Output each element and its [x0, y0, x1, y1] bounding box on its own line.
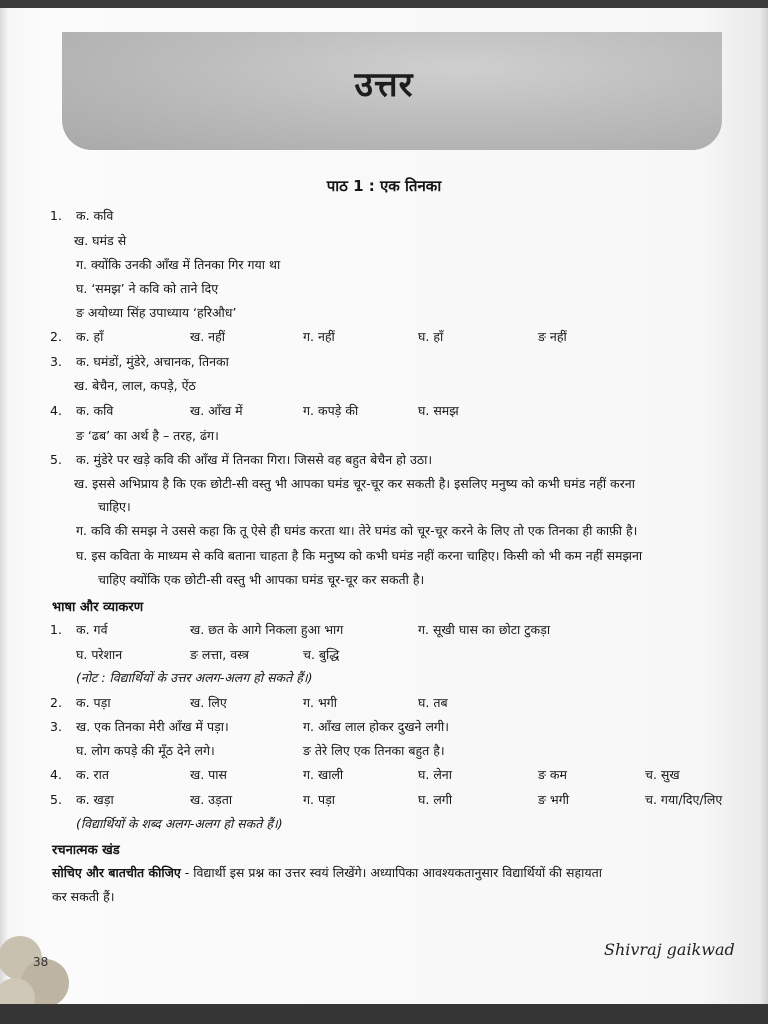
- answer-cell: क. रात: [76, 767, 110, 782]
- answer-line: क. घमंडों, मुंडेरे, अचानक, तिनका: [76, 354, 229, 369]
- scan-top-edge: [0, 0, 768, 8]
- answer-cell: ङ लत्ता, वस्त्र: [190, 647, 249, 662]
- paragraph-line: [52, 864, 602, 882]
- answer-line: ख. बेचैन, लाल, कपड़े, ऐंठ: [74, 378, 196, 393]
- answer-cell: ख. एक तिनका मेरी आँख में पड़ा।: [76, 719, 229, 734]
- section-heading: भाषा और व्याकरण: [52, 600, 144, 615]
- answer-line: घ. इस कविता के माध्यम से कवि बताना चाहता है कि मनुष्य को कभी घमंड नहीं करना चाहिए। किसी को भी कम नहीं समझना: [76, 548, 643, 563]
- note-text: (नोट : विद्यार्थियों के उत्तर अलग-अलग हो सकते हैं।): [76, 670, 313, 685]
- answer-cell: क. खड़ा: [76, 792, 114, 807]
- answer-line: घ. ‘समझ’ ने कवि को ताने दिए: [76, 281, 219, 296]
- answer-cell: ङ तेरे लिए एक तिनका बहुत है।: [303, 743, 445, 758]
- answer-cell: ग. पड़ा: [303, 792, 336, 807]
- question-number: 4.: [50, 767, 62, 782]
- answer-cell: घ. हाँ: [418, 329, 444, 344]
- answer-line: ङ ‘ढब’ का अर्थ है – तरह, ढंग।: [76, 428, 219, 443]
- answer-cell: ख. पास: [190, 767, 227, 782]
- question-number: 1.: [50, 208, 62, 223]
- lesson-title: पाठ 1 : एक तिनका: [326, 177, 442, 195]
- question-number: 4.: [50, 403, 62, 418]
- question-number: 5.: [50, 792, 62, 807]
- answer-cell: घ. लेना: [418, 767, 452, 782]
- answer-line: ङ अयोध्या सिंह उपाध्याय ‘हरिऔध’: [76, 305, 237, 320]
- answer-cell: ख. लिए: [190, 695, 227, 710]
- question-number: 3.: [50, 354, 62, 369]
- answer-cell: क. गर्व: [76, 622, 108, 637]
- answer-line: ख. इससे अभिप्राय है कि एक छोटी-सी वस्तु भी आपका घमंड चूर-चूर कर सकती है। इसलिए मनुष्य को कभी घमंड नहीं करना: [74, 476, 635, 491]
- answer-cell: ग. नहीं: [303, 329, 335, 344]
- answer-cell: घ. लगी: [418, 792, 453, 807]
- note-text: (विद्यार्थियों के शब्द अलग-अलग हो सकते हैं।): [76, 816, 283, 831]
- answer-cell: क. कवि: [76, 403, 114, 418]
- section-heading: रचनात्मक खंड: [52, 843, 120, 858]
- answer-cell: ग. खाली: [303, 767, 344, 782]
- answer-line: ग. क्योंकि उनकी आँख में तिनका गिर गया था: [76, 257, 281, 272]
- question-number: 2.: [50, 329, 62, 344]
- answer-cell: ग. सूखी घास का छोटा टुकड़ा: [418, 622, 551, 637]
- answer-cell: च. गया/दिए/लिए: [645, 792, 723, 807]
- answer-cell: ख. छत के आगे निकला हुआ भाग: [190, 622, 344, 637]
- question-number: 1.: [50, 622, 62, 637]
- answer-cell: च. बुद्धि: [303, 647, 340, 662]
- banner-title: उत्तर: [354, 65, 414, 105]
- answer-line: चाहिए।: [98, 499, 131, 514]
- question-number: 2.: [50, 695, 62, 710]
- answer-line: ग. कवि की समझ ने उससे कहा कि तू ऐसे ही घमंड करता था। तेरे घमंड को चूर-चूर करने के लिए तो एक तिनका ही काफ़ी है।: [76, 523, 638, 538]
- answer-cell: ग. भगी: [303, 695, 338, 710]
- answer-cell: ङ भगी: [538, 792, 569, 807]
- paragraph-line: कर सकती हैं।: [52, 889, 115, 904]
- answer-line: क. मुंडेरे पर खड़े कवि की आँख में तिनका गिरा। जिससे वह बहुत बेचैन हो उठा।: [76, 452, 433, 467]
- answer-cell: ख. उड़ता: [190, 792, 233, 807]
- answer-line: चाहिए क्योंकि एक छोटी-सी वस्तु भी आपका घमंड चूर-चूर कर सकती है।: [98, 572, 425, 587]
- prompt-label: सोचिए और बातचीत कीजिए: [52, 865, 181, 880]
- answer-cell: घ. परेशान: [76, 647, 123, 662]
- answer-cell: घ. लोग कपड़े की मूँठ देने लगे।: [76, 743, 215, 758]
- answer-cell: ङ कम: [538, 767, 568, 782]
- question-number: 5.: [50, 452, 62, 467]
- answer-cell: घ. तब: [418, 695, 448, 710]
- answer-cell: क. हाँ: [76, 329, 104, 344]
- answer-cell: ग. आँख लाल होकर दुखने लगी।: [303, 719, 449, 734]
- answer-cell: ख. नहीं: [190, 329, 225, 344]
- question-number: 3.: [50, 719, 62, 734]
- answer-cell: च. सुख: [645, 767, 680, 782]
- answer-cell: ख. आँख में: [190, 403, 243, 418]
- answer-line: ख. घमंड से: [74, 233, 127, 248]
- answer-line: क. कवि: [76, 208, 114, 223]
- answer-cell: ग. कपड़े की: [303, 403, 359, 418]
- page-number: 38: [33, 955, 49, 969]
- answer-cell: क. पड़ा: [76, 695, 111, 710]
- handwritten-signature: Shivraj gaikwad: [604, 940, 735, 959]
- answer-cell: ङ नहीं: [538, 329, 567, 344]
- scan-bottom-edge: [0, 1004, 768, 1024]
- prompt-text: - विद्यार्थी इस प्रश्न का उत्तर स्वयं लिखेंगे। अध्यापिका आवश्यकतानुसार विद्यार्थियों की सहायता: [180, 865, 602, 880]
- answer-cell: घ. समझ: [418, 403, 459, 418]
